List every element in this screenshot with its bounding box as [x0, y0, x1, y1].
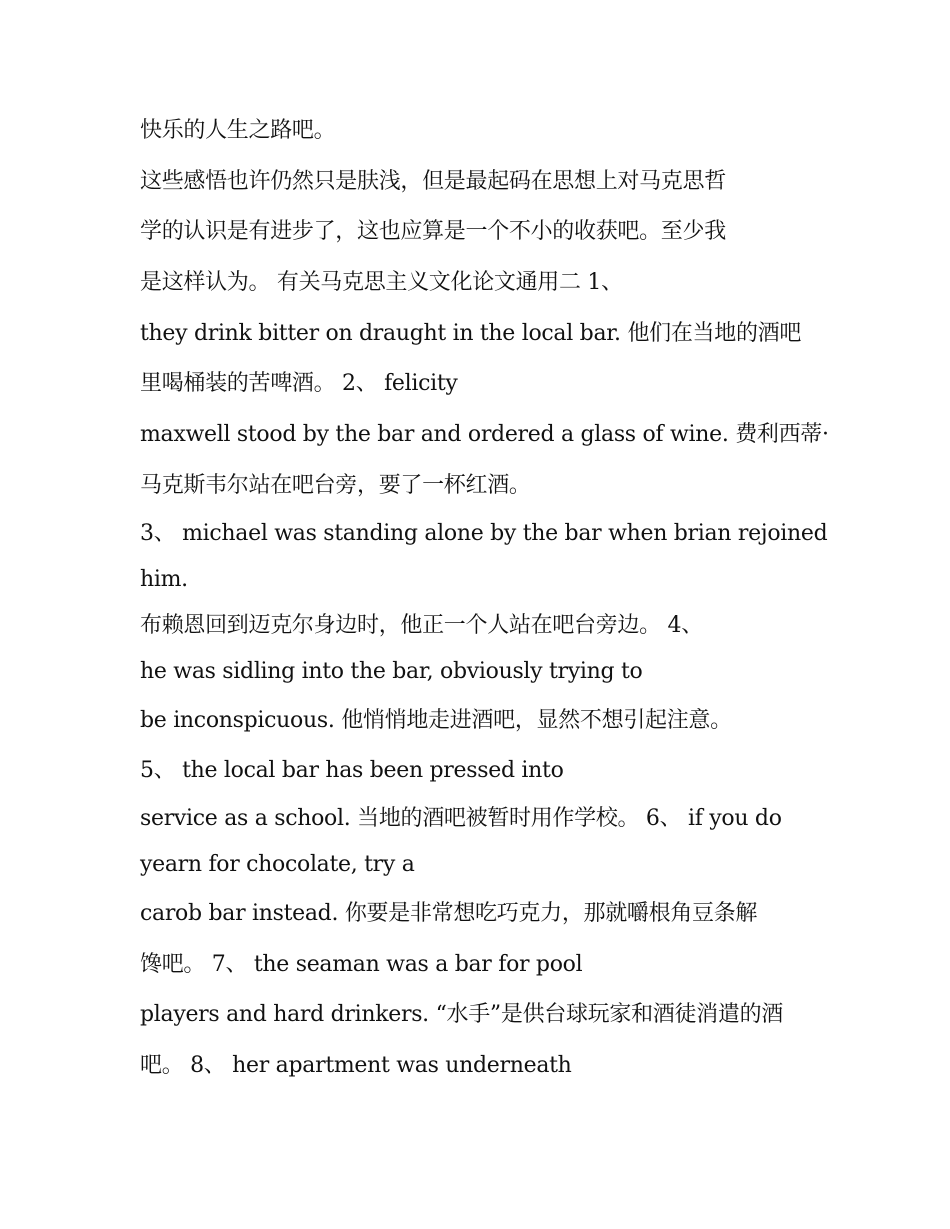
- text-line: 吧。 8、 her apartment was underneath: [140, 1052, 572, 1078]
- text-line: 5、 the local bar has been pressed into: [140, 758, 564, 784]
- text-line: service as a school. 当地的酒吧被暂时用作学校。 6、 if you do: [140, 805, 782, 831]
- text-line: maxwell stood by the bar and ordered a glass of wine. 费利西蒂·: [140, 422, 829, 448]
- text-line: him.: [140, 566, 188, 592]
- document-body: [140, 106, 829, 1092]
- text-line: 馋吧。 7、 the seaman was a bar for pool: [140, 951, 583, 977]
- text-line: 里喝桶装的苦啤酒。 2、 felicity: [140, 371, 458, 397]
- text-line: 这些感悟也许仍然只是肤浅，但是最起码在思想上对马克思哲: [140, 168, 726, 194]
- text-line: 布赖恩回到迈克尔身边时，他正一个人站在吧台旁边。 4、: [140, 612, 703, 638]
- text-line: 马克斯韦尔站在吧台旁，要了一杯红酒。: [140, 472, 531, 498]
- text-line: 快乐的人生之路吧。: [140, 118, 336, 143]
- text-line: 3、 michael was standing alone by the bar when brian rejoined: [140, 520, 828, 546]
- text-line: he was sidling into the bar, obviously trying to: [140, 658, 643, 684]
- text-line: be inconspicuous. 他悄悄地走进酒吧，显然不想引起注意。: [140, 707, 732, 733]
- text-line: players and hard drinkers. “水手”是供台球玩家和酒徒消遣的酒: [140, 1002, 783, 1028]
- text-line: 是这样认为。 有关马克思主义文化论文通用二 1、: [140, 270, 623, 296]
- text-line: they drink bitter on draught in the local bar. 他们在当地的酒吧: [140, 320, 802, 346]
- text-line: carob bar instead. 你要是非常想吃巧克力，那就嚼根角豆条解: [140, 900, 758, 926]
- text-line: 学的认识是有进步了，这也应算是一个不小的收获吧。至少我: [140, 219, 726, 245]
- text-line: yearn for chocolate, try a: [140, 851, 415, 877]
